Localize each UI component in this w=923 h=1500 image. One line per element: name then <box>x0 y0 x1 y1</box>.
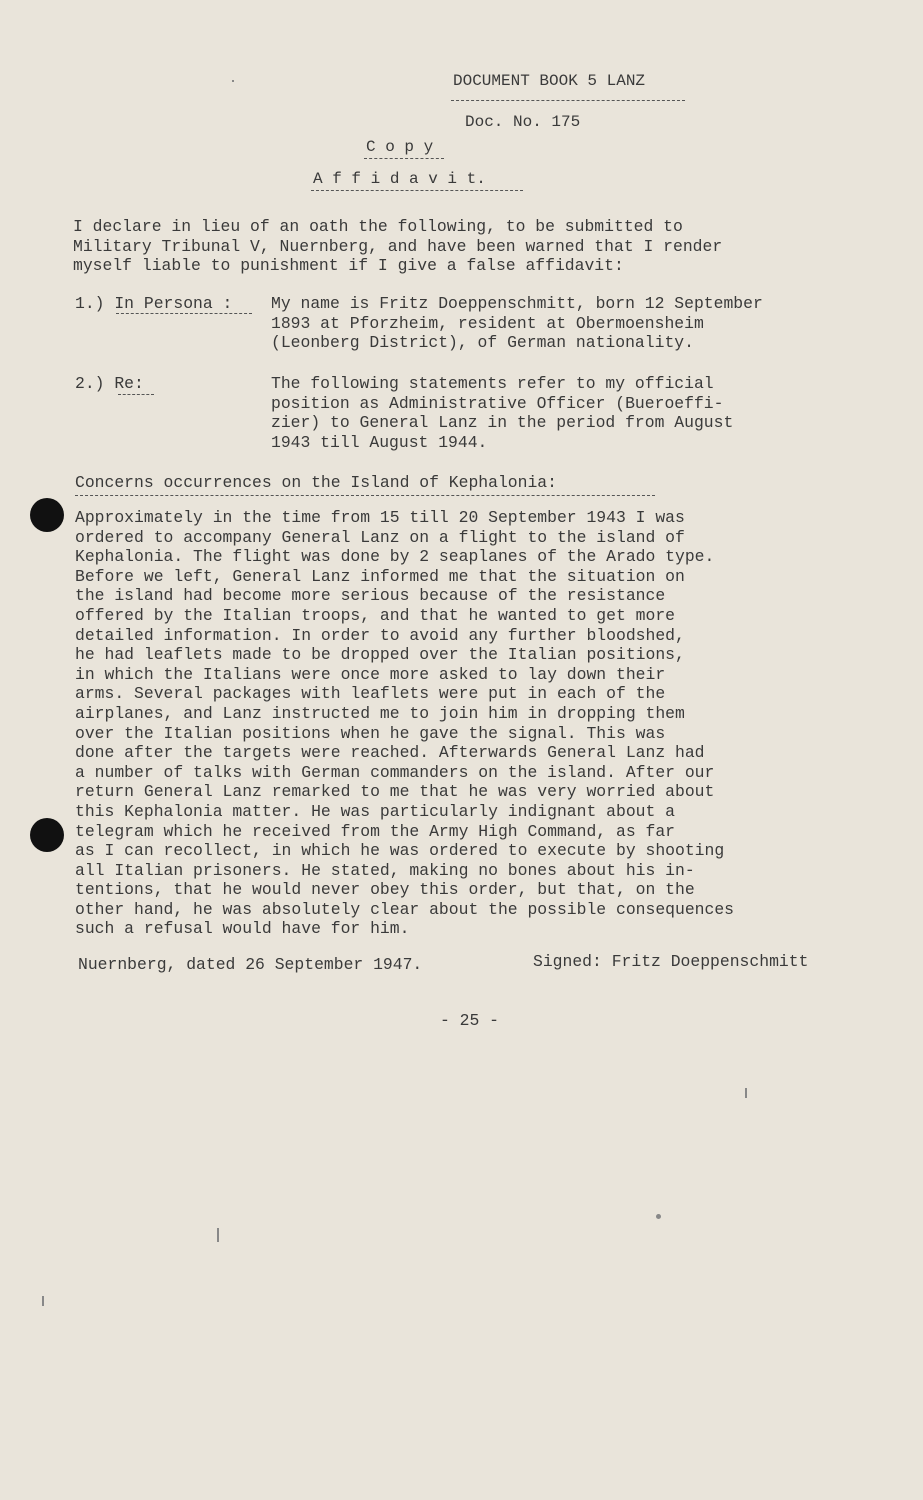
body-line: ordered to accompany General Lanz on a flight to the island of <box>75 527 685 547</box>
body-line: other hand, he was absolutely clear about the possible consequences <box>75 899 735 919</box>
item2-label-underline <box>118 394 154 395</box>
item2-line: zier) to General Lanz in the period from August <box>271 413 734 433</box>
body-line: telegram which he received from the Army High Command, as far <box>75 821 675 841</box>
item2-line: position as Administrative Officer (Bueroeffi- <box>271 393 724 413</box>
item1-text <box>271 294 763 353</box>
paper-mark <box>217 1228 219 1242</box>
document-book-label: DOCUMENT BOOK 5 LANZ <box>453 72 646 90</box>
body-line: Approximately in the time from 15 till 20 September 1943 I was <box>75 508 685 527</box>
body-line: this Kephalonia matter. He was particularly indignant about a <box>75 801 675 821</box>
item2-label: 2.) Re: <box>75 374 144 393</box>
body-line: tentions, that he would never obey this order, but that, on the <box>75 880 695 900</box>
affidavit-underline <box>311 190 523 191</box>
closing-place-date: Nuernberg, dated 26 September 1947. <box>78 955 423 974</box>
body-line: offered by the Italian troops, and that he wanted to get more <box>75 605 675 625</box>
item2-text <box>271 374 733 452</box>
body-line: such a refusal would have for him. <box>75 919 410 939</box>
body-line: all Italian prisoners. He stated, making no bones about his in- <box>75 860 695 880</box>
punch-hole-bottom <box>30 818 64 852</box>
item1-line: 1893 at Pforzheim, resident at Obermoensheim <box>271 313 704 333</box>
affidavit-title: A f f i d a v i t. <box>313 170 486 188</box>
copy-label: C o p y <box>366 138 434 156</box>
body-line: airplanes, and Lanz instructed me to join him in dropping them <box>75 703 685 723</box>
paper-mark <box>42 1296 44 1306</box>
item1-label-underline <box>116 313 252 314</box>
page-number: - 25 - <box>440 1011 500 1030</box>
doc-number: Doc. No. 175 <box>465 113 581 131</box>
paper-speck <box>232 80 234 82</box>
body-line: in which the Italians were once more asked to lay down their <box>75 664 666 684</box>
item1-label: 1.) In Persona : <box>75 294 233 313</box>
item1-line: (Leonberg District), of German nationality. <box>271 333 694 353</box>
body-line: a number of talks with German commanders on the island. After our <box>75 762 715 782</box>
intro-line: Military Tribunal V, Nuernberg, and have been warned that I render <box>73 236 723 256</box>
body-line: Kephalonia. The flight was done by 2 seaplanes of the Arado type. <box>75 547 715 567</box>
section-heading-underline <box>75 495 655 496</box>
section-heading: Concerns occurrences on the Island of Kephalonia: <box>75 473 557 492</box>
item1-line: My name is Fritz Doeppenschmitt, born 12 September <box>271 294 763 313</box>
copy-underline <box>364 158 444 159</box>
paper-mark <box>745 1088 747 1098</box>
body-line: the island had become more serious because of the resistance <box>75 586 666 606</box>
intro-paragraph <box>73 217 722 276</box>
body-line: as I can recollect, in which he was ordered to execute by shooting <box>75 841 725 861</box>
body-line: Before we left, General Lanz informed me that the situation on <box>75 566 685 586</box>
body-line: over the Italian positions when he gave the signal. This was <box>75 723 666 743</box>
intro-line: myself liable to punishment if I give a false affidavit: <box>73 256 624 276</box>
body-line: detailed information. In order to avoid any further bloodshed, <box>75 625 685 645</box>
body-line: he had leaflets made to be dropped over the Italian positions, <box>75 645 685 665</box>
body-line: done after the targets were reached. Afterwards General Lanz had <box>75 743 705 763</box>
closing-signature: Signed: Fritz Doeppenschmitt <box>533 952 809 971</box>
item2-line: The following statements refer to my official <box>271 374 714 393</box>
body-line: arms. Several packages with leaflets were put in each of the <box>75 684 666 704</box>
document-book-underline <box>451 100 685 101</box>
paper-speck <box>656 1214 661 1219</box>
punch-hole-top <box>30 498 64 532</box>
body-line: return General Lanz remarked to me that he was very worried about <box>75 782 715 802</box>
item2-line: 1943 till August 1944. <box>271 432 488 452</box>
intro-line: I declare in lieu of an oath the following, to be submitted to <box>73 217 683 236</box>
body-paragraph <box>75 508 734 939</box>
